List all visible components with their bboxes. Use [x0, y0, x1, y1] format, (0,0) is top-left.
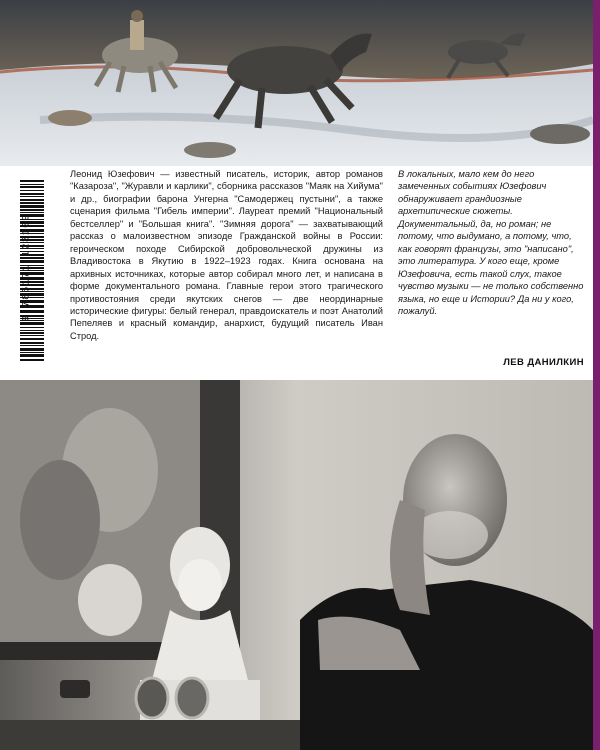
barcode-bar	[20, 359, 44, 361]
barcode	[10, 178, 46, 362]
book-spine-edge	[593, 0, 600, 750]
barcode-bar	[20, 354, 44, 357]
isbn-number: 9 785171 123109	[21, 213, 33, 322]
author-photo	[0, 380, 593, 750]
book-description: Леонид Юзефович — известный писатель, историк, автор романов "Казароза", "Журавли и карлики", сборника рассказов "Маяк на Хийума" и др., биографии барона Унгерна "Самодержец пустыни", а также сценария фильма "Гибель империи". Лауреат премий "Национальный бестселлер" и "Большая книга". "Зимняя дорога" — захватывающий рассказ о малоизвестном эпизоде Гражданской войны в России: героическом походе Сибирской добровольческой дружины из Владивостока в Якутию в 1922–1923 годах. Книга основана на архивных источниках, которые автор собирал много лет, и написана в форме документального романа. Главные герои этого трагического противостояния среди якутских снегов — две неординарные исторические фигуры: белый генерал, правдоискатель и поэт Анатолий Пепеляев и красный командир, анархист, будущий писатель Иван Строд.	[70, 169, 383, 341]
review-quote: В локальных, мало кем до него замеченных событиях Юзефович обнаруживает грандиозные архетипические сюжеты. Документальный, да, но роман; не потому, что выдумано, а потому, что, как говорят французы, это "написано", это литература. У кого еще, кроме Юзефовича, есть такой слух, такое чувство музыки — не только собственно языка, но еще и Истории? Да ни у кого, пожалуй.	[398, 169, 584, 316]
quote-author: ЛЕВ ДАНИЛКИН	[503, 357, 584, 368]
cover-painting-riders-in-snow	[0, 0, 593, 166]
